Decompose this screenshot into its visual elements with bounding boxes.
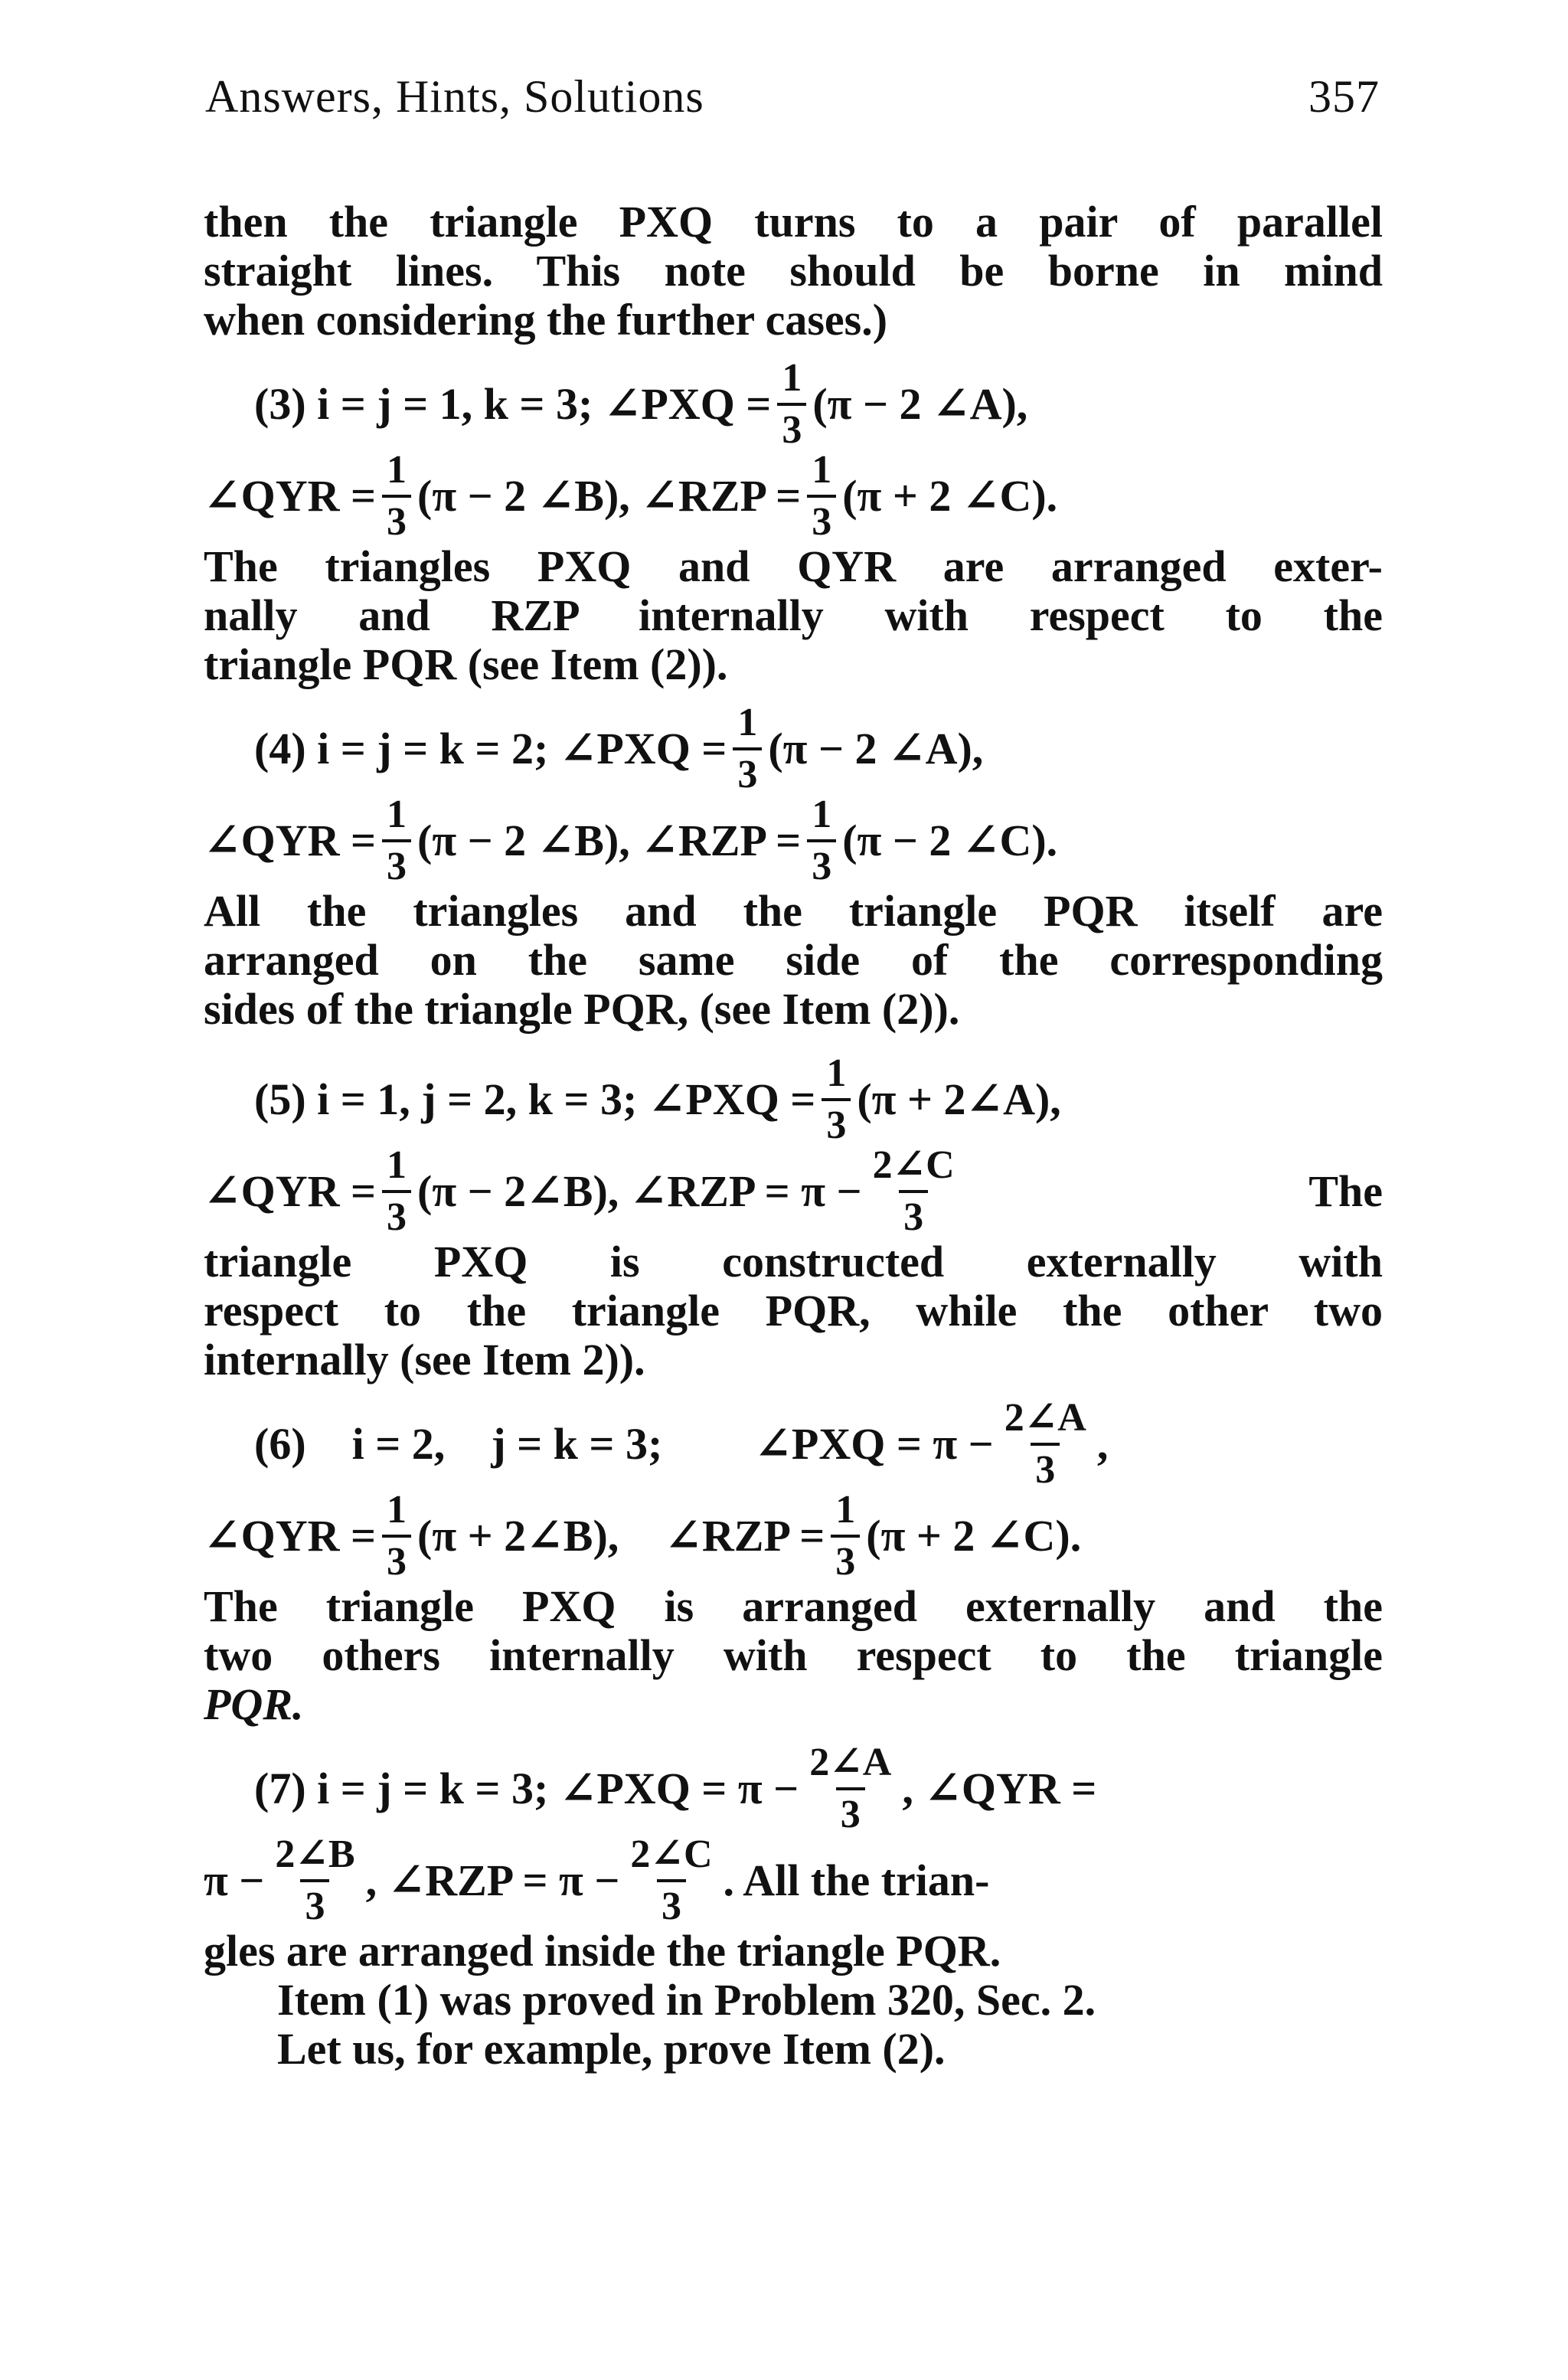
case3-l1-suffix: (π − 2 ∠A), xyxy=(812,379,1028,429)
fraction-one-third: $\frac{1}{3}$ xyxy=(382,1490,411,1582)
case3-text-3: triangle PQR (see Item (2)). xyxy=(204,639,728,689)
fraction-one-third: $\frac{1}{3}$ xyxy=(733,703,762,795)
case5-text-2: respect to the triangle PQR, while the other two xyxy=(204,1286,1383,1335)
closing-line-2: Let us, for example, prove Item (2). xyxy=(277,2024,946,2074)
case6-text-3: PQR. xyxy=(204,1679,304,1729)
case4-text-1: All the triangles and the triangle PQR itself are xyxy=(204,886,1383,936)
case5-formula-line-1: (5) i = 1, j = 2, k = 3; ∠PXQ = $\frac{1}{3}$ (π + 2∠A), xyxy=(254,1051,1061,1147)
case5-formula-line-2: ∠QYR = $\frac{1}{3}$ (π − 2∠B), ∠RZP = π − $\frac{2\angle C}{3}$ The xyxy=(204,1143,1383,1239)
page-number: 357 xyxy=(1308,71,1380,122)
fraction-one-third: $\frac{1}{3}$ xyxy=(382,795,411,887)
case7-text-1: gles are arranged inside the triangle PQR. xyxy=(204,1926,1001,1976)
intro-line-3: when considering the further cases.) xyxy=(204,295,888,345)
fraction-two-angle-c-third: $\frac{2\angle C}{3}$ xyxy=(630,1832,713,1928)
running-header xyxy=(205,70,1380,123)
case6-text-1: The triangle PXQ is arranged externally and the xyxy=(204,1581,1383,1631)
case3-l1-prefix: (3) i = j = 1, k = 3; ∠PXQ = xyxy=(254,379,772,429)
case6-text-2: two others internally with respect to the triangle xyxy=(204,1630,1383,1680)
case3-text-2: nally and RZP internally with respect to the xyxy=(204,590,1383,640)
intro-line-2: straight lines. This note should be borne in mind xyxy=(204,246,1383,296)
fraction-one-third: $\frac{1}{3}$ xyxy=(822,1054,851,1146)
case7-formula-line-1: (7) i = j = k = 3; ∠PXQ = π − $\frac{2\angle A}{3}$ , ∠QYR = xyxy=(254,1741,1097,1836)
case4-formula-line-2: ∠QYR = $\frac{1}{3}$ (π − 2 ∠B), ∠RZP = $\frac{1}{3}$ (π − 2 ∠C). xyxy=(204,793,1058,888)
case4-formula-line-1: (4) i = j = k = 2; ∠PXQ = $\frac{1}{3}$ (π − 2 ∠A), xyxy=(254,701,984,796)
fraction-one-third: $\frac{1}{3}$ xyxy=(807,795,836,887)
fraction-two-angle-c-third: $\frac{2\angle C}{3}$ xyxy=(872,1143,955,1239)
fraction-two-angle-a-third: $\frac{2\angle A}{3}$ xyxy=(809,1741,892,1836)
case6-formula-line-2: ∠QYR = $\frac{1}{3}$ (π + 2∠B), ∠RZP = $\frac{1}{3}$ (π + 2 ∠C). xyxy=(204,1488,1082,1584)
case7-formula-line-2: π − $\frac{2\angle B}{3}$ , ∠RZP = π − $\frac{2\angle C}{3}$ . All the trian- xyxy=(204,1832,990,1928)
fraction-one-third: $\frac{1}{3}$ xyxy=(382,1146,411,1237)
fraction-two-angle-a-third: $\frac{2\angle A}{3}$ xyxy=(1004,1396,1086,1492)
page-body xyxy=(204,198,1383,2074)
fraction-one-third: $\frac{1}{3}$ xyxy=(382,450,411,542)
running-title: Answers, Hints, Solutions xyxy=(205,71,704,122)
fraction-one-third: $\frac{1}{3}$ xyxy=(807,450,836,542)
fraction-two-angle-b-third: $\frac{2\angle B}{3}$ xyxy=(275,1832,355,1928)
fraction-one-third: $\frac{1}{3}$ xyxy=(777,358,806,450)
closing-line-1: Item (1) was proved in Problem 320, Sec. 2. xyxy=(277,1975,1096,2025)
intro-line-1: then the triangle PXQ turns to a pair of parallel xyxy=(204,197,1383,247)
case3-text-1: The triangles PXQ and QYR are arranged exter- xyxy=(204,541,1383,591)
case5-text-1: triangle PXQ is constructed externally with xyxy=(204,1237,1383,1286)
case3-formula-line-1 xyxy=(204,358,1383,450)
case4-text-3: sides of the triangle PQR, (see Item (2)). xyxy=(204,984,960,1034)
case3-formula-line-2: ∠QYR = $\frac{1}{3}$ (π − 2 ∠B), ∠RZP = $\frac{1}{3}$ (π + 2 ∠C). xyxy=(204,448,1058,544)
case4-text-2: arranged on the same side of the corresponding xyxy=(204,935,1383,985)
fraction-one-third: $\frac{1}{3}$ xyxy=(831,1490,860,1582)
case6-formula-line-1: (6) i = 2, j = k = 3; ∠PXQ = π − $\frac{2\angle A}{3}$ , xyxy=(254,1396,1109,1492)
case5-text-3: internally (see Item 2)). xyxy=(204,1335,645,1385)
